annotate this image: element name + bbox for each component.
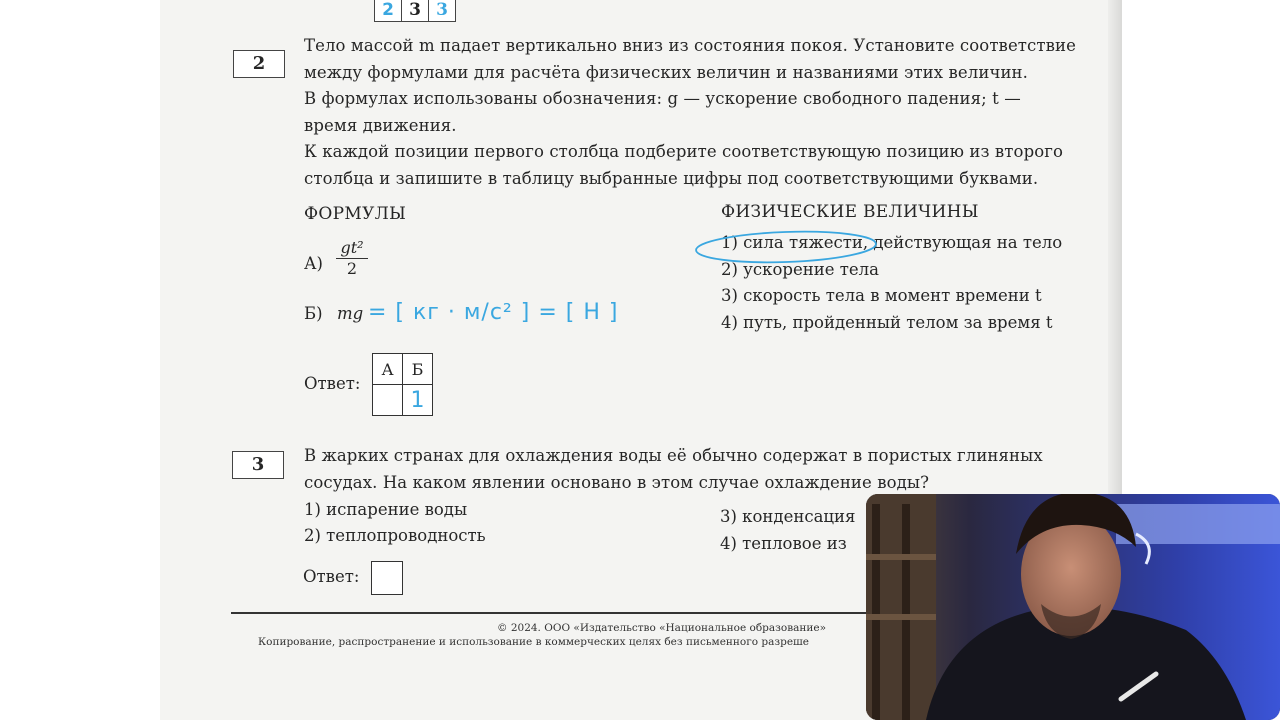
presenter-video-icon xyxy=(866,494,1280,720)
answer-table-header-b: Б xyxy=(403,354,433,385)
answer-label-q3: Ответ: xyxy=(303,567,360,586)
q3-option-1: 1) испарение воды xyxy=(304,500,468,519)
prev-cell: 3 xyxy=(402,0,429,22)
answer-table-header-a: А xyxy=(373,354,403,385)
q2-line: между формулами для расчёта физических величин и названиями этих величин. xyxy=(304,62,1029,82)
question-number-3: 3 xyxy=(232,451,284,479)
quantity-option-2: 2) ускорение тела xyxy=(721,260,879,279)
formula-b-label: Б) xyxy=(304,304,323,323)
quantities-header: ФИЗИЧЕСКИЕ ВЕЛИЧИНЫ xyxy=(721,202,979,222)
q2-line: К каждой позиции первого столбца подберите соответствующую позицию из второго xyxy=(304,142,1064,161)
footer-notice: Копирование, распространение и использование в коммерческих целях без письменного разреше xyxy=(258,636,810,648)
q3-line: В жарких странах для охлаждения воды её обычно содержат в пористых глиняных xyxy=(304,446,1043,465)
quantity-option-4: 4) путь, пройденный телом за время t xyxy=(721,313,1053,332)
formula-b-expression: mg xyxy=(337,304,364,323)
q3-option-2: 2) теплопроводность xyxy=(304,526,486,545)
formula-a-label: А) xyxy=(304,254,323,273)
formula-a-numerator: gt² xyxy=(336,238,368,259)
formula-a-fraction xyxy=(336,238,368,278)
q3-option-4: 4) тепловое из xyxy=(720,534,847,553)
handwritten-circle-annotation xyxy=(692,226,884,268)
q2-line: столбца и запишите в таблицу выбранные цифры под соответствующими буквами. xyxy=(304,168,1039,188)
q2-line: Тело массой m падает вертикально вниз из состояния покоя. Установите соответствие xyxy=(304,36,1076,55)
question-2-text xyxy=(304,33,1110,192)
q2-line: время движения. xyxy=(304,115,457,135)
prev-cell: 2 xyxy=(374,0,402,22)
q3-line: сосудах. На каком явлении основано в этом случае охлаждение воды? xyxy=(304,472,930,492)
quantity-option-3: 3) скорость тела в момент времени t xyxy=(721,286,1042,305)
answer-table-q2 xyxy=(372,353,433,416)
webcam-overlay xyxy=(866,494,1280,720)
footer-copyright: © 2024. ООО «Издательство «Национальное образование» xyxy=(497,622,827,634)
q3-option-3: 3) конденсация xyxy=(720,507,856,526)
question-3-text xyxy=(304,443,1110,496)
question-number-2: 2 xyxy=(233,50,285,78)
answer-cell-a[interactable] xyxy=(373,385,403,416)
formulas-header: ФОРМУЛЫ xyxy=(304,204,407,224)
answer-label-q2: Ответ: xyxy=(304,374,361,393)
q2-line: В формулах использованы обозначения: g — ускорение свободного падения; t — xyxy=(304,89,1021,108)
quantity-option-1: 1) сила тяжести, действующая на тело xyxy=(721,233,1063,252)
answer-cell-b[interactable]: 1 xyxy=(403,385,433,416)
previous-answer-cells xyxy=(374,0,456,22)
handwritten-units-annotation: = [ кг · м/с² ] = [ Н ] xyxy=(368,300,619,325)
answer-box-q3[interactable] xyxy=(371,561,403,595)
formula-a-denominator: 2 xyxy=(346,259,358,278)
prev-cell: 3 xyxy=(429,0,456,22)
